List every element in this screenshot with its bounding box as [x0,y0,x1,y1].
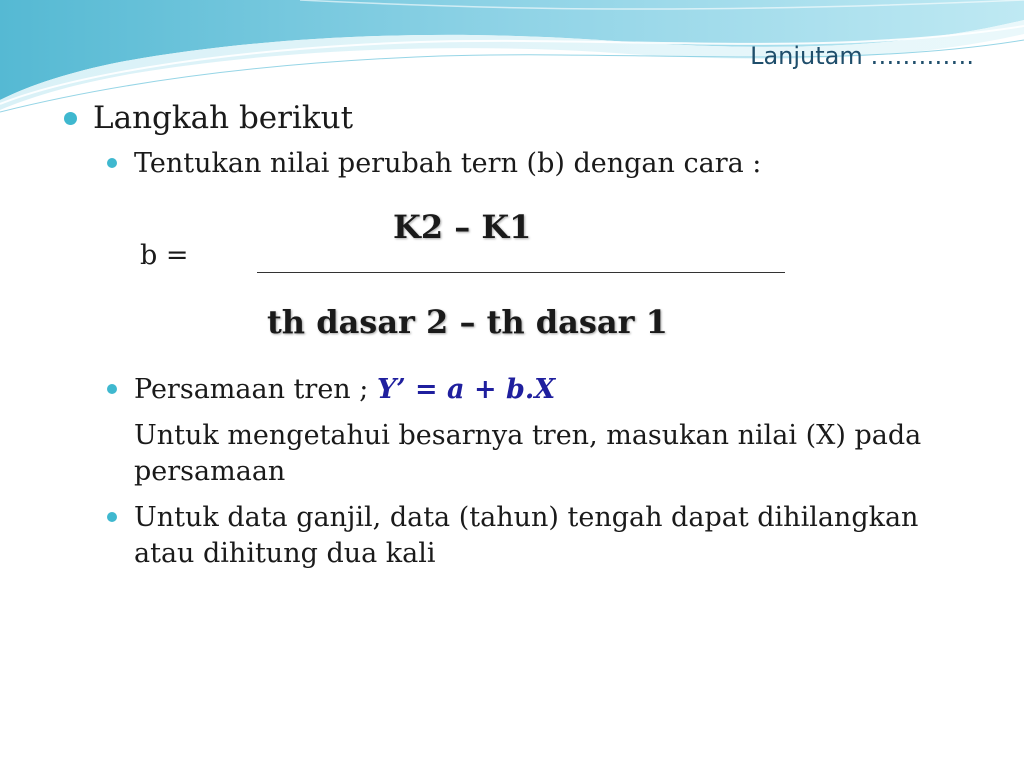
bullet-main [64,100,353,136]
formula-denominator: th dasar 2 – th dasar 1 [267,303,668,341]
bullet-step3 [107,500,924,572]
formula-numerator: K2 – K1 [393,208,532,246]
bullet-step2-text [134,372,924,408]
trend-equation: Y’ = a + b.X [376,374,556,405]
fraction-bar [257,272,785,273]
bullet-step2-note: Untuk mengetahui besarnya tren, masukan nilai (X) pada persamaan [134,420,922,487]
bullet-main-text: Langkah berikut [93,100,354,136]
bullet-dot-icon [107,384,117,394]
bullet-dot-icon [64,112,77,125]
bullet-dot-icon [107,158,117,168]
bullet-dot-icon [107,512,117,522]
bullet-step3-text: Untuk data ganjil, data (tahun) tengah dapat dihilangkan atau dihitung dua kali [134,502,919,569]
bullet-step1-text: Tentukan nilai perubah tern (b) dengan cara : [134,148,762,179]
formula-lhs: b = [140,240,189,271]
bullet-step2 [107,372,924,408]
bullet-step2-prefix: Persamaan tren ; [134,374,377,405]
slide-title: Lanjutam …………. [750,42,974,70]
bullet-step1 [107,146,924,182]
